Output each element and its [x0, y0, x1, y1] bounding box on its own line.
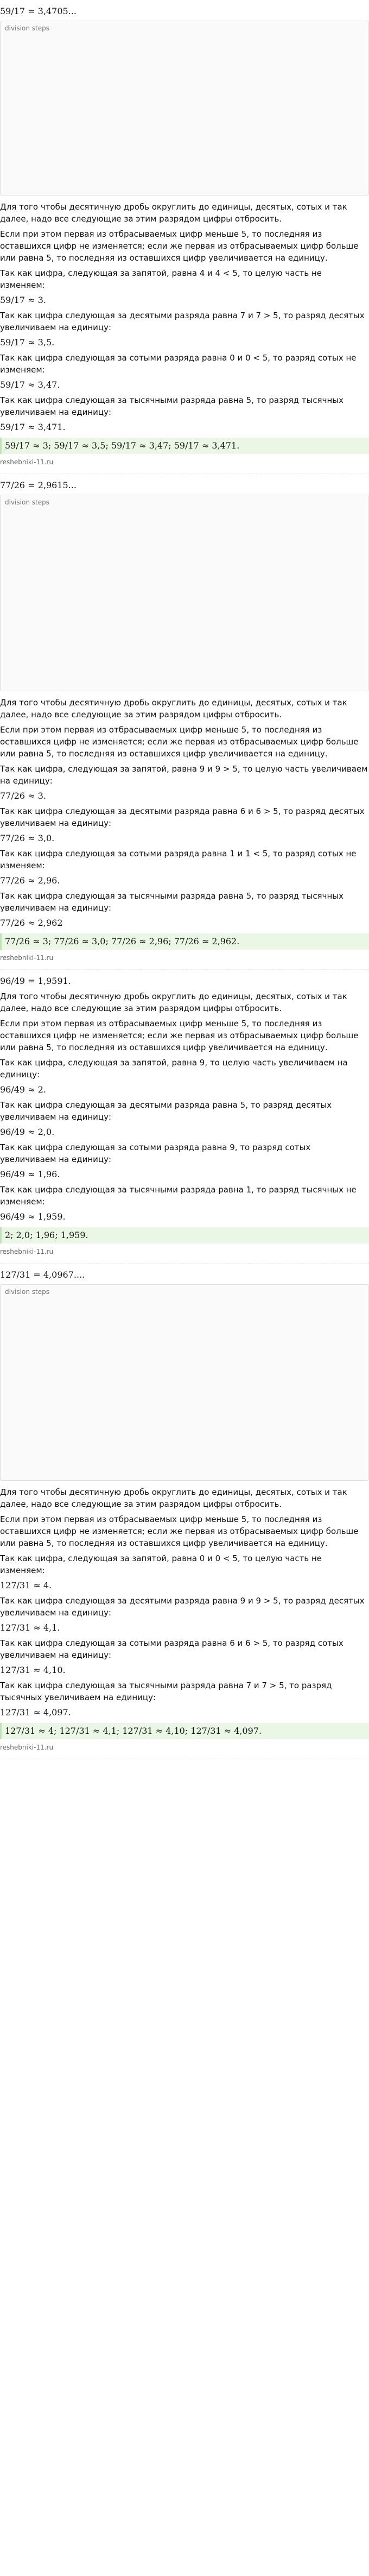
s2-summary: 77/26 ≈ 3; 77/26 ≈ 3,0; 77/26 ≈ 2,96; 77/26 ≈ 2,962. [0, 933, 369, 950]
intro-text-1-rep-4: Для того чтобы десятичную дробь округлить до единицы, десятых, сотых и так далее, надо все следующие за этим разрядом цифры отбросить. [0, 1487, 347, 1509]
s2-step-5: 77/26 ≈ 2,96. [0, 875, 60, 886]
watermark-3: reshebniki-11.ru [0, 1248, 54, 1255]
s4-step-4: Так как цифра следующая за сотыми разряда равна 6 и 6 > 5, то разряд сотых увеличиваем на единицу: [0, 1638, 343, 1660]
intro-text-1-rep-3: Для того чтобы десятичную дробь округлить до единицы, десятых, сотых и так далее, надо все следующие за этим разрядом цифры отбросить. [0, 992, 347, 1013]
section-1-header: 59/17 = 3,4705... [0, 6, 77, 16]
s1-step-2: Так как цифра следующая за десятыми разряда равна 7 и 7 > 5, то разряд десятых увеличиваем на единицу: [0, 311, 365, 332]
intro-text-1: Для того чтобы десятичную дробь округлить до единицы, десятых, сотых и так далее, надо все следующие за этим разрядом цифры отбросить. [0, 202, 347, 224]
section-4 [0, 1264, 369, 1759]
long-division-2 [0, 495, 369, 691]
s1-step-6: Так как цифра следующая за тысячными разряда равна 5, то разряд тысячных увеличиваем на единицу: [0, 395, 343, 417]
s3-step-4: Так как цифра следующая за сотыми разряда равна 9, то разряд сотых увеличиваем на единицу: [0, 1142, 311, 1164]
s1-step-1: 59/17 ≈ 3. [0, 295, 46, 305]
s2-step-1: 77/26 ≈ 3. [0, 791, 46, 801]
watermark-1: reshebniki-11.ru [0, 458, 54, 466]
s3-step-5: 96/49 ≈ 1,96. [0, 1169, 60, 1179]
s4-step-6: Так как цифра следующая за тысячными разряда равна 7 и 7 > 5, то разряд тысячных увеличиваем на единицу: [0, 1681, 332, 1702]
s1-summary: 59/17 ≈ 3; 59/17 ≈ 3,5; 59/17 ≈ 3,47; 59/17 ≈ 3,471. [0, 438, 369, 454]
s3-step-0: Так как цифра, следующая за запятой, равна 9, то целую часть увеличиваем на единицу: [0, 1058, 348, 1079]
s3-step-7: 96/49 ≈ 1,959. [0, 1211, 66, 1222]
section-1 [0, 0, 369, 474]
s2-step-3: 77/26 ≈ 3,0. [0, 833, 55, 843]
s2-step-4: Так как цифра следующая за сотыми разряда равна 1 и 1 < 5, то разряд сотых не изменяем: [0, 849, 357, 870]
section-2-header: 77/26 = 2,9615... [0, 480, 77, 490]
s2-step-2: Так как цифра следующая за десятыми разряда равна 6 и 6 > 5, то разряд десятых увеличиваем на единицу: [0, 806, 365, 828]
intro-text-2-rep-3: Если при этом первая из отбрасываемых цифр меньше 5, то последняя из оставшихся цифр не изменяется; если же первая из отбрасываемых цифр больше или равна 5, то последняя из оставшихся цифр увеличивается на единицу. [0, 1019, 359, 1052]
intro-text-2-rep-4: Если при этом первая из отбрасываемых цифр меньше 5, то последняя из оставшихся цифр не изменяется; если же первая из отбрасываемых цифр больше или равна 5, то последняя из оставшихся цифр увеличивается на единицу. [0, 1514, 359, 1548]
s4-step-5: 127/31 ≈ 4,10. [0, 1665, 66, 1675]
section-2 [0, 474, 369, 970]
division-label-4: division steps [5, 1288, 49, 1296]
s3-step-3: 96/49 ≈ 2,0. [0, 1127, 55, 1137]
division-label-2: division steps [5, 498, 49, 506]
section-3-header: 96/49 = 1,9591. [0, 976, 71, 986]
long-division-4 [0, 1284, 369, 1481]
s3-step-2: Так как цифра следующая за десятыми разряда равна 5, то разряд десятых увеличиваем на единицу: [0, 1100, 332, 1122]
s1-step-7: 59/17 ≈ 3,471. [0, 422, 66, 432]
s1-step-0: Так как цифра, следующая за запятой, равна 4 и 4 < 5, то целую часть не изменяем: [0, 268, 322, 290]
section-3 [0, 970, 369, 1264]
s1-step-5: 59/17 ≈ 3,47. [0, 380, 60, 390]
s3-summary: 2; 2,0; 1,96; 1,959. [0, 1227, 369, 1243]
division-label-1: division steps [5, 24, 49, 32]
long-division-1 [0, 21, 369, 195]
s3-step-1: 96/49 ≈ 2. [0, 1084, 46, 1095]
s4-step-1: 127/31 ≈ 4. [0, 1580, 52, 1590]
s3-step-6: Так как цифра следующая за тысячными разряда равна 1, то разряд тысячных не изменяем: [0, 1185, 357, 1207]
s4-step-3: 127/31 ≈ 4,1. [0, 1622, 60, 1633]
s2-step-0: Так как цифра, следующая за запятой, равна 9 и 9 > 5, то целую часть увеличиваем на единицу: [0, 764, 368, 786]
section-4-header: 127/31 = 4,0967.... [0, 1270, 85, 1280]
s2-step-6: Так как цифра следующая за тысячными разряда равна 5, то разряд тысячных увеличиваем на единицу: [0, 891, 343, 913]
s4-summary: 127/31 ≈ 4; 127/31 ≈ 4,1; 127/31 ≈ 4,10; 127/31 ≈ 4,097. [0, 1723, 369, 1739]
s4-step-7: 127/31 ≈ 4,097. [0, 1707, 71, 1718]
s4-step-0: Так как цифра, следующая за запятой, равна 0 и 0 < 5, то целую часть не изменяем: [0, 1554, 322, 1575]
s2-step-7: 77/26 ≈ 2,962 [0, 918, 63, 928]
intro-text-2: Если при этом первая из отбрасываемых цифр меньше 5, то последняя из оставшихся цифр не изменяется; если же первая из отбрасываемых цифр больше или равна 5, то последняя из оставшихся цифр увеличивается на единицу. [0, 229, 359, 263]
s4-step-2: Так как цифра следующая за десятыми разряда равна 9 и 9 > 5, то разряд десятых увеличиваем на единицу: [0, 1596, 365, 1618]
s1-step-4: Так как цифра следующая за сотыми разряда равна 0 и 0 < 5, то разряд сотых не изменяем: [0, 353, 357, 375]
intro-text-1-rep-2: Для того чтобы десятичную дробь округлить до единицы, десятых, сотых и так далее, надо все следующие за этим разрядом цифры отбросить. [0, 698, 347, 719]
intro-text-2-rep-2: Если при этом первая из отбрасываемых цифр меньше 5, то последняя из оставшихся цифр не изменяется; если же первая из отбрасываемых цифр больше или равна 5, то последняя из оставшихся цифр увеличивается на единицу. [0, 725, 359, 759]
watermark-4: reshebniki-11.ru [0, 1744, 54, 1751]
watermark-2: reshebniki-11.ru [0, 954, 54, 962]
s1-step-3: 59/17 ≈ 3,5. [0, 337, 55, 348]
